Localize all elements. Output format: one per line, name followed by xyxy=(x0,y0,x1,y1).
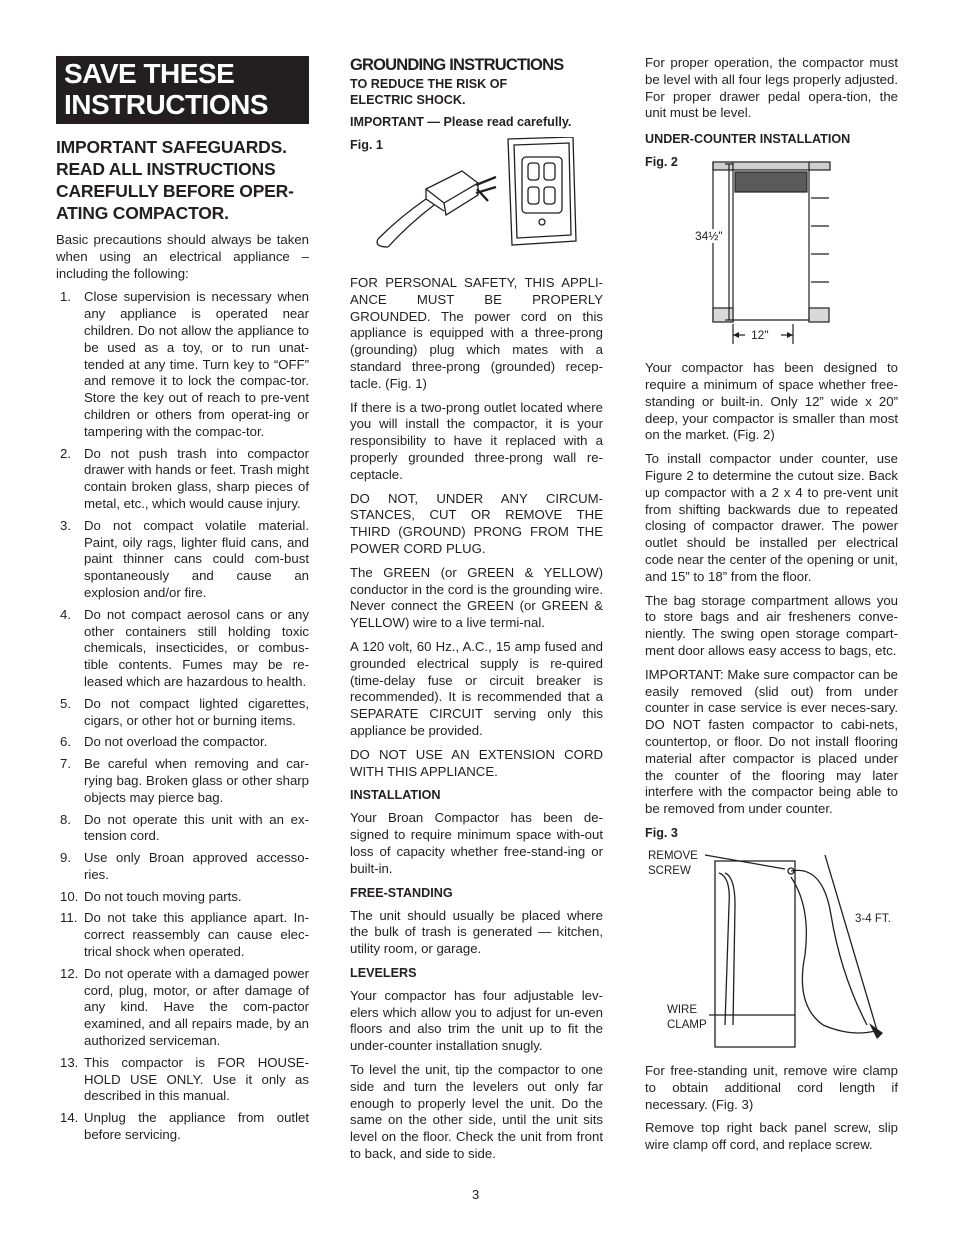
important-note: IMPORTANT — Please read carefully. xyxy=(350,115,572,129)
safeguards-intro: Basic precautions should always be taken when using an electrical appliance – including the following: xyxy=(56,232,309,281)
save-instructions-banner xyxy=(56,56,309,124)
safeguard-number: 7. xyxy=(60,756,71,772)
safeguard-text: Do not compact aerosol cans or any other containers still holding toxic chemicals, insecticides, or combus-tible contents. Fumes may be re-leased which are hazardous to health. xyxy=(84,606,309,689)
remove-screw-line-2: SCREW xyxy=(648,864,691,877)
safeguard-item xyxy=(56,289,309,440)
safeguard-text: Do not push trash into compactor drawer with hands or feet. Trash might contain broken glass, sharp pieces of metal, etc., which would cause injury. xyxy=(84,445,309,511)
banner-line-2: INSTRUCTIONS xyxy=(64,89,268,120)
fig1-label: Fig. 1 xyxy=(350,138,383,152)
safeguard-number: 11. xyxy=(60,910,78,926)
freestanding-unit-paragraph: For free-standing unit, remove wire clamp to obtain additional cord length if necessary. (Fig. 3) xyxy=(645,1062,898,1112)
safeguard-item xyxy=(56,696,309,730)
safeguard-item xyxy=(56,889,309,906)
grounding-heading: GROUNDING INSTRUCTIONS xyxy=(350,56,564,74)
safeguard-number: 13. xyxy=(60,1054,79,1070)
safeguard-text: Unplug the appliance from outlet before servicing. xyxy=(84,1110,309,1143)
safeguard-number: 8. xyxy=(60,811,71,827)
plug-outlet-illustration xyxy=(350,137,603,267)
safeguard-text: Be careful when removing and car-rying bag. Broken glass or other sharp objects may pierce bag. xyxy=(84,756,309,805)
safeguard-number: 10. xyxy=(60,888,79,904)
safeguard-item xyxy=(56,446,309,513)
safeguard-item xyxy=(56,734,309,751)
right-column xyxy=(645,55,898,1161)
levelers-heading: LEVELERS xyxy=(350,965,417,980)
remove-screw-line-1: REMOVE xyxy=(648,849,698,862)
safeguards-list xyxy=(56,289,309,1143)
banner-line-1: SAVE THESE xyxy=(64,58,235,89)
middle-column xyxy=(350,56,603,1170)
safeguard-item xyxy=(56,1055,309,1105)
screw-paragraph: Remove top right back panel screw, slip wire clamp off cord, and replace screw. xyxy=(645,1120,898,1153)
safeguard-text: Close supervision is necessary when any appliance is operated near children. Do not allow the appliance to be used as a toy, or to run unat-tended at any time. Turn key to “OFF” and remove it to lock the compac-tor. Store the key out of reach to pre-vent children or others from operat-ing or tampering with the compac-tor. xyxy=(84,289,309,439)
safeguard-number: 2. xyxy=(60,445,71,461)
safeguard-number: 3. xyxy=(60,517,71,533)
safeguard-number: 14. xyxy=(60,1110,79,1126)
freestanding-heading: FREE-STANDING xyxy=(350,885,453,900)
safeguard-item xyxy=(56,966,309,1050)
grounding-paragraph-4: The GREEN (or GREEN & YELLOW) conductor in the cord is the grounding wire. Never connect the GREEN (or GREEN & YELLOW) wire to a live termi-nal. xyxy=(350,564,603,631)
space-paragraph: Your compactor has been designed to require a minimum of space whether free-standing or built-in. Only 12” wide x 20” deep, your compactor is smaller than most on the market. (Fig. 2) xyxy=(645,360,898,443)
freestanding-paragraph: The unit should usually be placed where the bulk of trash is generated — kitchen, utility room, or garage. xyxy=(350,907,603,957)
left-column xyxy=(56,56,309,1149)
safeguard-text: Do not take this appliance apart. In-correct reassembly can cause elec-trical shock when operated. xyxy=(84,910,309,960)
fig3-label: Fig. 3 xyxy=(645,825,678,840)
grounding-paragraph-3: DO NOT, UNDER ANY CIRCUM-STANCES, CUT OR REMOVE THE THIRD (GROUND) PRONG FROM THE POWER CORD PLUG. xyxy=(350,490,603,556)
grounding-paragraph-6: DO NOT USE AN EXTENSION CORD WITH THIS APPLIANCE. xyxy=(350,746,603,779)
grounding-paragraph-2: If there is a two-prong outlet located where you will install the compactor, it is your responsibility to have it replaced with a properly grounded three-prong wall re-ceptacle. xyxy=(350,399,603,482)
safeguard-number: 1. xyxy=(60,289,71,305)
cutout-paragraph: To install compactor under counter, use Figure 2 to determine the cutout size. Back up compactor with a 2 x 4 to pre-vent unit from shifting backwards due to repeated closing of compactor drawer. The power outlet should be installed per electrical code near the center of the opening or unit, and 15” to 18” from the floor. xyxy=(645,451,898,584)
safeguard-text: Do not overload the compactor. xyxy=(84,734,268,750)
bag-storage-paragraph: The bag storage compartment allows you to store bags and air fresheners conve-niently. The swing open storage compart-ment door allows easy access to bags, etc. xyxy=(645,592,898,658)
grounding-paragraph-1: FOR PERSONAL SAFETY, THIS APPLI-ANCE MUST BE PROPERLY GROUNDED. The power cord on this appliance is equipped with a three-prong (grounding) plug which mates with a standard three-prong (grounded) recep-tacle. (Fig. 1) xyxy=(350,275,603,391)
installation-heading: INSTALLATION xyxy=(350,788,441,803)
safeguard-text: Do not compact volatile material. Paint, oily rags, lighter fluid cans, and paint thinner cans could com-bust spontaneously and cause an explosion and/or fire. xyxy=(84,517,309,600)
levelers-paragraph-1: Your compactor has four adjustable lev-elers which allow you to adjust for un-even floors and also trim the unit up to fit the under-counter installation snugly. xyxy=(350,987,603,1054)
wire-clamp-line-1: WIRE xyxy=(667,1003,698,1016)
safeguard-item xyxy=(56,812,309,846)
fig2-width-label: 12" xyxy=(751,328,769,343)
page-number: 3 xyxy=(472,1187,480,1202)
safeguard-number: 12. xyxy=(60,965,79,981)
safeguard-item xyxy=(56,607,309,691)
risk-subheading: TO REDUCE THE RISK OF ELECTRIC SHOCK. xyxy=(350,77,508,107)
fig2-height-label: 34½" xyxy=(695,229,723,244)
cord-length-label: 3-4 FT. xyxy=(855,912,891,925)
safeguard-text: Do not touch moving parts. xyxy=(84,888,242,904)
freestanding-cord-illustration xyxy=(645,825,898,1055)
fig2-label: Fig. 2 xyxy=(645,155,678,170)
wire-clamp-line-2: CLAMP xyxy=(667,1018,707,1031)
safeguard-text: Do not operate this unit with an ex-tension cord. xyxy=(84,811,309,844)
safeguard-number: 5. xyxy=(60,695,71,711)
undercounter-heading: UNDER-COUNTER INSTALLATION xyxy=(645,132,851,147)
safeguard-item xyxy=(56,850,309,884)
safeguard-item xyxy=(56,910,309,960)
safeguard-number: 6. xyxy=(60,734,71,750)
undercounter-illustration xyxy=(645,154,898,352)
installation-paragraph: Your Broan Compactor has been de-signed to require minimum space with-out loss of capacity whether free-stand-ing or built-in. xyxy=(350,810,603,876)
safeguard-item xyxy=(56,1110,309,1144)
safeguard-text: Do not compact lighted cigarettes, cigars, or other hot or burning items. xyxy=(84,695,309,728)
fig2 xyxy=(645,154,898,352)
levelers-paragraph-2: To level the unit, tip the compactor to one side and turn the levelers out only far enough to properly level the unit. Do the same on the other side, until the unit sits level on the floor. Check the unit from front to back, and side to side. xyxy=(350,1062,603,1162)
level-paragraph: For proper operation, the compactor must be level with all four legs properly adjusted. For proper drawer pedal opera-tion, the unit must be level. xyxy=(645,55,898,121)
grounding-paragraph-5: A 120 volt, 60 Hz., A.C., 15 amp fused and grounded electrical supply is re-quired (time-delay fuse or circuit breaker is recommended). It is recommended that a SEPARATE CIRCUIT serving only this appliance be provided. xyxy=(350,638,603,738)
safeguards-heading: IMPORTANT SAFEGUARDS. READ ALL INSTRUCTIONS CAREFULLY BEFORE OPER-ATING COMPACTOR. xyxy=(56,137,294,223)
fig1 xyxy=(350,137,603,267)
safeguard-text: Do not operate with a damaged power cord, plug, motor, or after damage of any kind. Have the com-pactor examined, and all repairs made, by an authorized serviceman. xyxy=(84,965,309,1049)
safeguard-text: Use only Broan approved accesso-ries. xyxy=(84,850,309,882)
safeguard-number: 4. xyxy=(60,606,71,622)
safeguard-item xyxy=(56,518,309,602)
removal-paragraph: IMPORTANT: Make sure compactor can be easily removed (slid out) from under counter in case service is ever neces-sary. DO NOT fasten compactor to cabi-nets, countertop, or floor. Do not install flooring material after compactor is placed under the counter of the flooring may later interfere with the compactor being able to be removed from under counter. xyxy=(645,666,898,817)
safeguard-number: 9. xyxy=(60,850,71,866)
safeguard-item xyxy=(56,756,309,806)
safeguard-text: This compactor is FOR HOUSE-HOLD USE ONLY. Use it only as described in this manual. xyxy=(84,1054,309,1104)
fig3 xyxy=(645,825,898,1055)
